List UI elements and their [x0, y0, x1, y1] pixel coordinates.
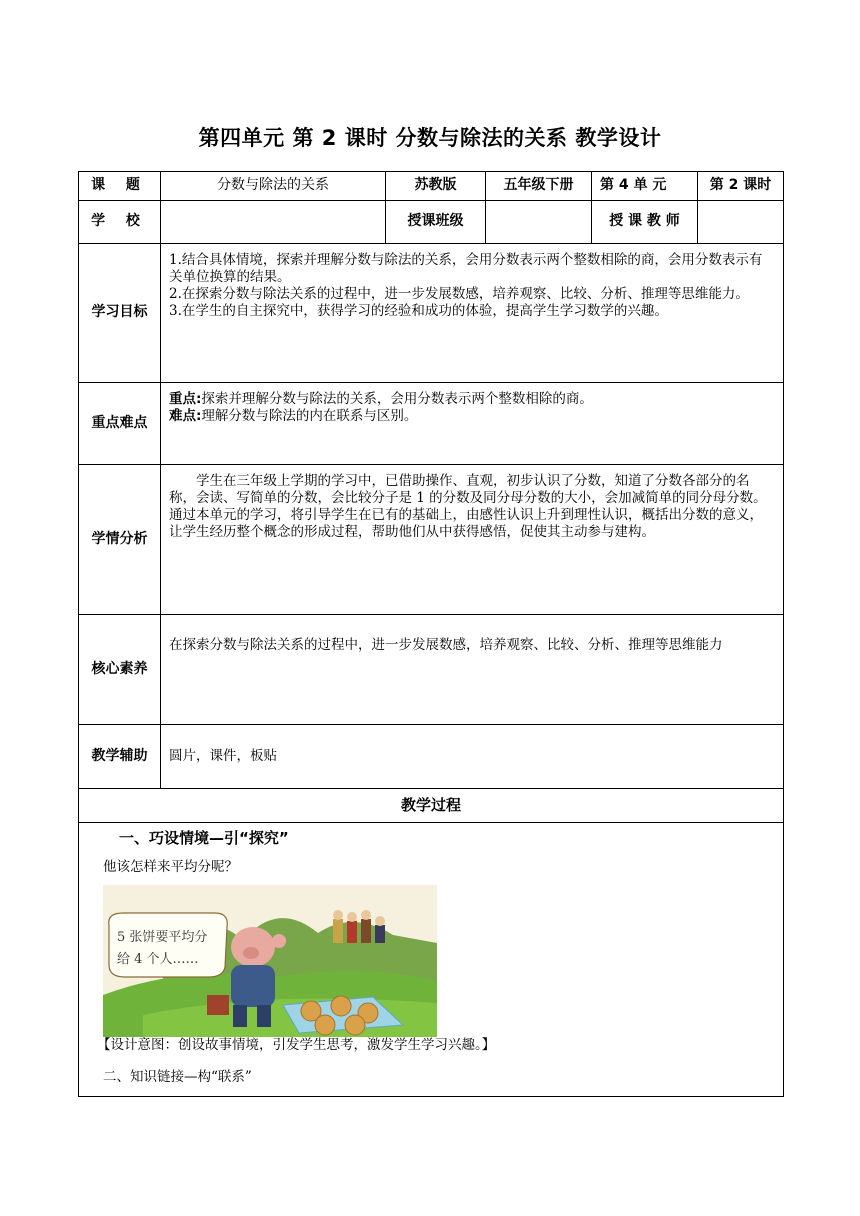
- row-process: [79, 823, 784, 1097]
- lesson-value: 第 2 课时: [698, 172, 784, 201]
- class-label: 授课班级: [386, 201, 486, 244]
- analysis-text: 学生在三年级上学期的学习中，已借助操作、直观，初步认识了分数，知道了分数各部分的名称，会读、写简单的分数，会比较分子是 1 的分数及同分母分数的大小，会加减简单的同分母分数。通过本单元的学习，将引导学生在已有的基础上，由感性认识上升到理性认识，概括出分数的意义，让学生经历整个概念的形成过程，帮助他们从中获得感悟，促使其主动参与建构。: [169, 473, 767, 540]
- section-1-heading: 一、巧设情境—引“探究”: [119, 829, 289, 847]
- lesson-plan-table: [78, 171, 784, 1097]
- goals-content: [161, 244, 784, 383]
- goals-label: 学习目标: [79, 244, 161, 383]
- aids-label: 教学辅助: [79, 725, 161, 789]
- bubble-line-2: 给 4 个人……: [117, 952, 199, 967]
- process-content: [79, 823, 784, 1097]
- grade-value: 五年级下册: [486, 172, 592, 201]
- aids-content: 圆片，课件，板贴: [161, 725, 784, 789]
- row-school: [79, 201, 784, 244]
- section-2-heading: 二、知识链接—构“联系”: [103, 1069, 252, 1085]
- row-aids: [79, 725, 784, 789]
- story-scene-image: [103, 885, 437, 1037]
- key-label: 重点:: [169, 391, 202, 407]
- teacher-value: [698, 201, 784, 244]
- goal-item: 1.结合具体情境，探索并理解分数与除法的关系，会用分数表示两个整数相除的商，会用分数表示有关单位换算的结果。: [169, 252, 763, 285]
- school-label: 学 校: [79, 201, 161, 244]
- goal-item: 2.在探索分数与除法关系的过程中，进一步发展数感，培养观察、比较、分析、推理等思维能力。: [169, 285, 749, 302]
- document-title: 第四单元 第 2 课时 分数与除法的关系 教学设计: [198, 126, 662, 150]
- story-illustration: [103, 885, 437, 1037]
- key-points-content: [161, 383, 784, 465]
- row-key-points: [79, 383, 784, 465]
- row-goals: [79, 244, 784, 383]
- teacher-label: 授 课 教 师: [592, 201, 698, 244]
- row-analysis: [79, 465, 784, 615]
- key-points-label: 重点难点: [79, 383, 161, 465]
- difficult-text: 理解分数与除法的内在联系与区别。: [201, 407, 418, 424]
- literacy-label: 核心素养: [79, 615, 161, 725]
- edition-value: 苏教版: [386, 172, 486, 201]
- row-literacy: [79, 615, 784, 725]
- scene-question: 他该怎样来平均分呢？: [103, 859, 238, 875]
- analysis-label: 学情分析: [79, 465, 161, 615]
- literacy-text: 在探索分数与除法关系的过程中，进一步发展数感，培养观察、比较、分析、推理等思维能力: [169, 637, 723, 653]
- school-value: [161, 201, 386, 244]
- analysis-content: [161, 465, 784, 615]
- class-value: [486, 201, 592, 244]
- difficult-label: 难点:: [169, 407, 202, 424]
- bubble-line-1: 5 张饼要平均分: [117, 930, 208, 945]
- literacy-content: [161, 615, 784, 725]
- key-text: 探索并理解分数与除法的关系，会用分数表示两个整数相除的商。: [201, 391, 593, 407]
- topic-label: 课 题: [79, 172, 161, 201]
- row-topic: [79, 172, 784, 201]
- topic-value: 分数与除法的关系: [161, 172, 386, 201]
- row-process-header: [79, 789, 784, 823]
- bubble: [109, 913, 227, 977]
- process-header: 教学过程: [79, 789, 784, 823]
- unit-value: 第 4 单 元: [592, 172, 698, 201]
- goal-item: 3.在学生的自主探究中，获得学习的经验和成功的体验，提高学生学习数学的兴趣。: [169, 302, 668, 319]
- design-intent-note: 【设计意图：创设故事情境，引发学生思考，激发学生学习兴趣。】: [97, 1037, 496, 1053]
